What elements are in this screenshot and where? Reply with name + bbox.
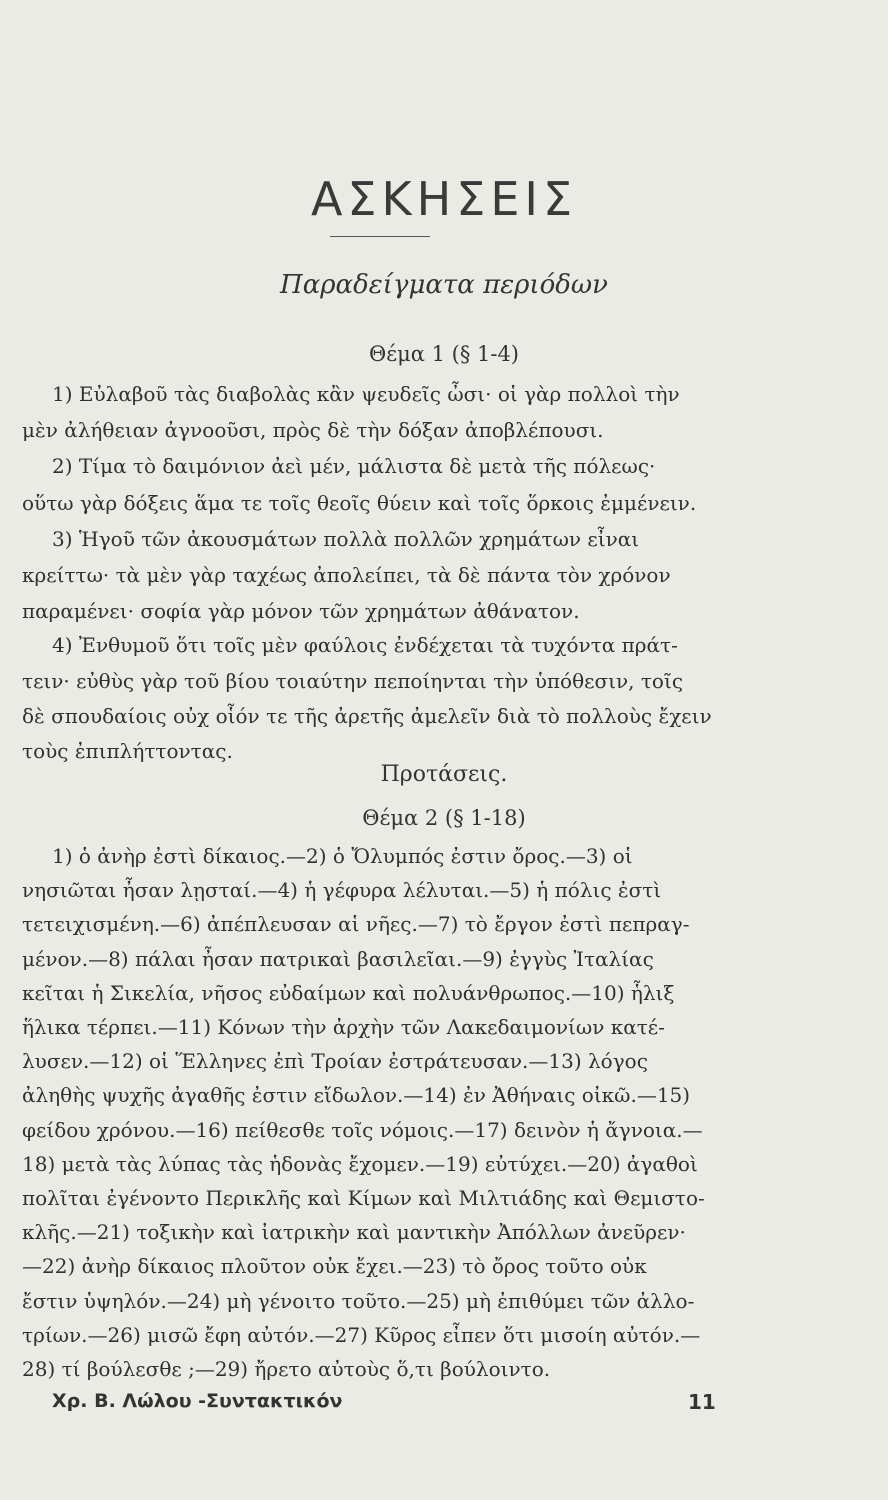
text-line: νησιῶται ἦσαν λῃσταί.—4) ἡ γέφυρα λέλυται.—5) ἡ πόλις ἐστὶ — [22, 878, 662, 902]
topic-heading-2: Θέμα 2 (§ 1-18) — [362, 806, 526, 830]
text-line: μένον.—8) πάλαι ἦσαν πατρικαὶ βασιλεῖαι.—9) ἐγγὺς Ἰταλίας — [22, 947, 654, 971]
page-number: 11 — [688, 1390, 716, 1414]
text-line: κλῆς.—21) τοξικὴν καὶ ἰατρικὴν καὶ μαντικὴν Ἀπόλλων ἀνεῦρεν· — [22, 1220, 686, 1244]
text-line: τετειχισμένη.—6) ἀπέπλευσαν αἱ νῆες.—7) τὸ ἔργον ἐστὶ πεπραγ- — [22, 912, 690, 936]
text-line: ἔστιν ὑψηλόν.—24) μὴ γένοιτο τοῦτο.—25) μὴ ἐπιθύμει τῶν ἀλλο- — [22, 1289, 695, 1313]
text-line: 3) Ἡγοῦ τῶν ἀκουσμάτων πολλὰ πολλῶν χρημάτων εἶναι — [52, 527, 640, 551]
text-line: ἥλικα τέρπει.—11) Κόνων τὴν ἀρχὴν τῶν Λακεδαιμονίων κατέ- — [22, 1015, 665, 1039]
topic-heading-1: Θέμα 1 (§ 1-4) — [368, 342, 519, 366]
subtitle: Παραδείγματα περιόδων — [280, 270, 608, 300]
text-line: λυσεν.—12) οἱ Ἕλληνες ἐπὶ Τροίαν ἐστράτευσαν.—13) λόγος — [22, 1049, 648, 1073]
text-line: τειν· εὐθὺς γὰρ τοῦ βίου τοιαύτην πεποίηνται τὴν ὑπόθεσιν, τοῖς — [22, 669, 684, 693]
title-divider — [330, 236, 430, 237]
text-line: 1) Εὐλαβοῦ τὰς διαβολὰς κἂν ψευδεῖς ὦσι· οἱ γὰρ πολλοὶ τὴν — [52, 382, 680, 406]
text-line: ἀληθὴς ψυχῆς ἀγαθῆς ἐστιν εἴδωλον.—14) ἐν Ἀθήναις οἰκῶ.—15) — [22, 1083, 691, 1107]
text-line: τρίων.—26) μισῶ ἔφη αὐτόν.—27) Κῦρος εἶπεν ὅτι μισοίη αὐτόν.— — [22, 1323, 701, 1347]
text-line: οὕτω γὰρ δόξεις ἅμα τε τοῖς θεοῖς θύειν καὶ τοῖς ὅρκοις ἐμμένειν. — [22, 491, 697, 515]
text-line: 4) Ἐνθυμοῦ ὅτι τοῖς μὲν φαύλοις ἐνδέχεται τὰ τυχόντα πράτ- — [52, 633, 678, 657]
text-line: —22) ἀνὴρ δίκαιος πλοῦτον οὐκ ἔχει.—23) τὸ ὄρος τοῦτο οὐκ — [22, 1254, 647, 1278]
page-title: ΑΣΚΗΣΕΙΣ — [310, 172, 578, 226]
text-line: 28) τί βούλεσθε ;—29) ἤρετο αὐτοὺς ὅ,τι βούλοιντο. — [22, 1357, 551, 1381]
text-line: 1) ὁ ἀνὴρ ἐστὶ δίκαιος.—2) ὁ Ὄλυμπός ἐστιν ὄρος.—3) οἱ — [52, 844, 633, 868]
text-line: κρείττω· τὰ μὲν γὰρ ταχέως ἀπολείπει, τὰ δὲ πάντα τὸν χρόνον — [22, 563, 671, 587]
text-line: μὲν ἀλήθειαν ἀγνοοῦσι, πρὸς δὲ τὴν δόξαν ἀποβλέπουσι. — [22, 418, 604, 442]
text-line: πολῖται ἐγένοντο Περικλῆς καὶ Κίμων καὶ Μιλτιάδης καὶ Θεμιστο- — [22, 1186, 705, 1210]
text-line: 2) Τίμα τὸ δαιμόνιον ἀεὶ μέν, μάλιστα δὲ μετὰ τῆς πόλεως· — [52, 454, 656, 478]
text-line: δὲ σπουδαίοις οὐχ οἷόν τε τῆς ἀρετῆς ἀμελεῖν διὰ τὸ πολλοὺς ἔχειν — [22, 704, 712, 728]
text-line: τοὺς ἐπιπλήττοντας. — [22, 739, 233, 763]
text-line: φείδου χρόνου.—16) πείθεσθε τοῖς νόμοις.—17) δεινὸν ἡ ἄγνοια.— — [22, 1118, 703, 1142]
text-line: 18) μετὰ τὰς λύπας τὰς ἡδονὰς ἔχομεν.—19) εὐτύχει.—20) ἀγαθοὶ — [22, 1152, 698, 1176]
footer-book-title: Χρ. Β. Λώλου -Συντακτικόν — [52, 1390, 343, 1412]
text-line: κεῖται ἡ Σικελία, νῆσος εὐδαίμων καὶ πολυάνθρωπος.—10) ἧλιξ — [22, 981, 675, 1005]
text-line: παραμένει· σοφία γὰρ μόνον τῶν χρημάτων ἀθάνατον. — [22, 599, 580, 623]
section-heading: Προτάσεις. — [380, 762, 508, 787]
